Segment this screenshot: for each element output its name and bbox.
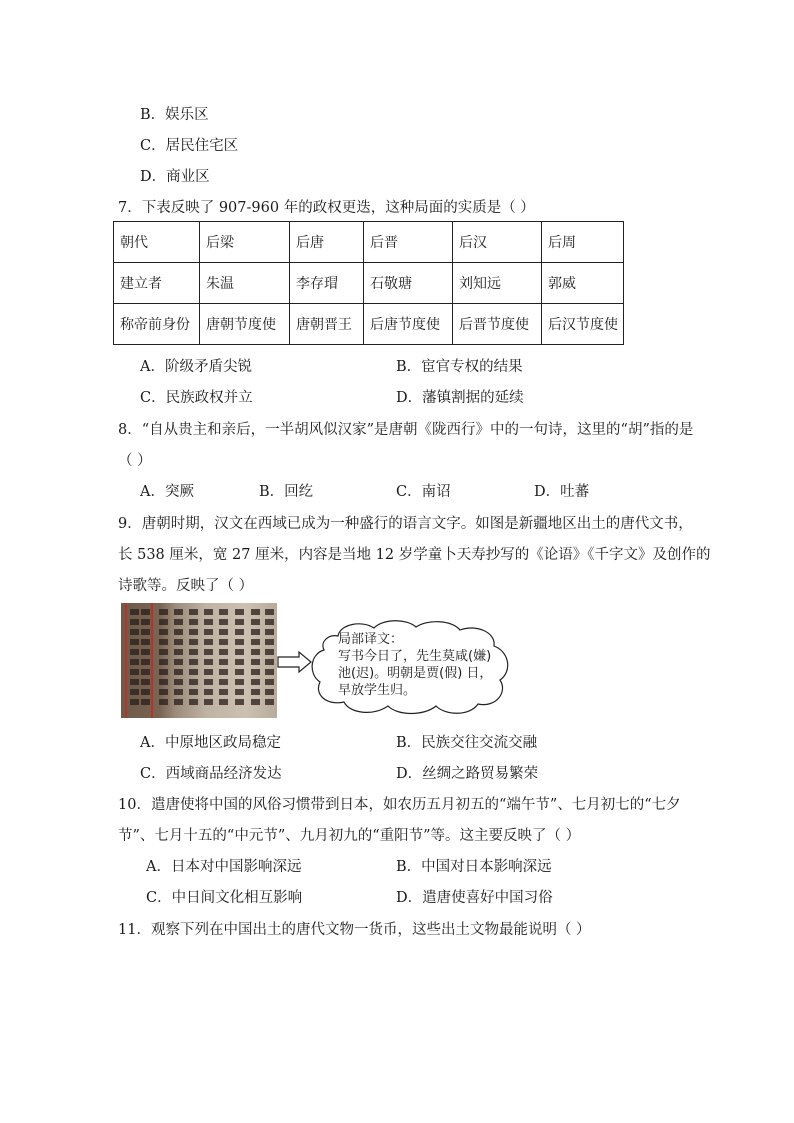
table-cell: 后梁 — [200, 222, 290, 263]
table-cell: 后唐节度使 — [364, 304, 453, 345]
q10-stem-line1: 10．遣唐使将中国的风俗习惯带到日本，如农历五月初五的“端午节”、七月初七的“七夕 — [118, 797, 681, 813]
table-cell: 称帝前身份 — [114, 304, 200, 345]
q10-option-b: B．中国对日本影响深远 — [396, 859, 552, 875]
q9-option-d: D．丝绸之路贸易繁荣 — [396, 766, 539, 782]
table-row — [114, 263, 624, 304]
q9-option-b: B．民族交往交流交融 — [396, 735, 538, 751]
table-cell: 后晋节度使 — [453, 304, 542, 345]
q9-option-a: A．中原地区政局稳定 — [140, 735, 281, 751]
table-row — [114, 304, 624, 345]
table-cell: 唐朝晋王 — [290, 304, 364, 345]
cloud-title: 局部译文： — [338, 632, 404, 647]
q9-option-c: C．西域商品经济发达 — [140, 766, 282, 782]
q10-stem-line2: 节”、七月十五的“中元节”、九月初九的“重阳节”等。这主要反映了（ ） — [118, 828, 581, 844]
cloud-line-1: 写书今日了，先生莫咸(嫌) — [338, 649, 492, 664]
q6-option-c: C．居民住宅区 — [140, 138, 239, 154]
q8-stem-line1: 8．“自从贵主和亲后，一半胡风似汉家”是唐朝《陇西行》中的一句诗，这里的“胡”指的是 — [118, 422, 694, 438]
q9-stem-line3: 诗歌等。反映了（ ） — [118, 578, 254, 594]
table-cell: 唐朝节度使 — [200, 304, 290, 345]
table-cell: 后唐 — [290, 222, 364, 263]
table-cell: 朱温 — [200, 263, 290, 304]
manuscript-photo — [121, 603, 277, 718]
q7-option-d: D．藩镇割据的延续 — [396, 390, 524, 406]
q8-stem-line2: （ ） — [118, 453, 152, 469]
q7-table — [113, 221, 624, 345]
q10-option-a: A．日本对中国影响深远 — [146, 859, 302, 875]
table-row — [114, 222, 624, 263]
table-cell: 朝代 — [114, 222, 200, 263]
q10-option-d: D．遣唐使喜好中国习俗 — [396, 890, 553, 906]
table-cell: 后汉节度使 — [542, 304, 624, 345]
q7-stem: 7．下表反映了 907-960 年的政权更迭，这种局面的实质是（ ） — [118, 200, 535, 216]
cloud-line-3: 早放学生归。 — [338, 683, 417, 698]
table-cell: 刘知远 — [453, 263, 542, 304]
table-cell: 建立者 — [114, 263, 200, 304]
q8-option-b: B．回纥 — [259, 484, 314, 500]
q11-stem: 11．观察下列在中国出土的唐代文物一货币，这些出土文物最能说明（ ） — [118, 922, 591, 938]
q8-option-d: D．吐蕃 — [534, 484, 590, 500]
q10-option-c: C．中日间文化相互影响 — [146, 890, 303, 906]
q9-stem-line2: 长 538 厘米，宽 27 厘米，内容是当地 12 岁学童卜天寿抄写的《论语》《千字文》及创作的 — [118, 547, 711, 563]
table-cell: 后晋 — [364, 222, 453, 263]
table-cell: 李存瑁 — [290, 263, 364, 304]
q6-option-d: D．商业区 — [140, 169, 210, 185]
right-arrow-icon — [277, 650, 313, 674]
table-cell: 郭威 — [542, 263, 624, 304]
q8-option-a: A．突厥 — [140, 484, 194, 500]
q8-option-c: C．南诏 — [396, 484, 451, 500]
q7-option-b: B．宦官专权的结果 — [396, 359, 523, 375]
cloud-line-2: 池(迟)。明朝是贾(假) 日， — [338, 666, 493, 681]
q7-option-a: A．阶级矛盾尖锐 — [140, 359, 252, 375]
table-cell: 石敬瑭 — [364, 263, 453, 304]
q7-option-c: C．民族政权并立 — [140, 390, 253, 406]
q9-stem-line1: 9．唐朝时期，汉文在西域已成为一种盛行的语言文字。如图是新疆地区出土的唐代文书， — [118, 516, 693, 532]
table-cell: 后周 — [542, 222, 624, 263]
q6-option-b: B．娱乐区 — [140, 107, 209, 123]
table-cell: 后汉 — [453, 222, 542, 263]
